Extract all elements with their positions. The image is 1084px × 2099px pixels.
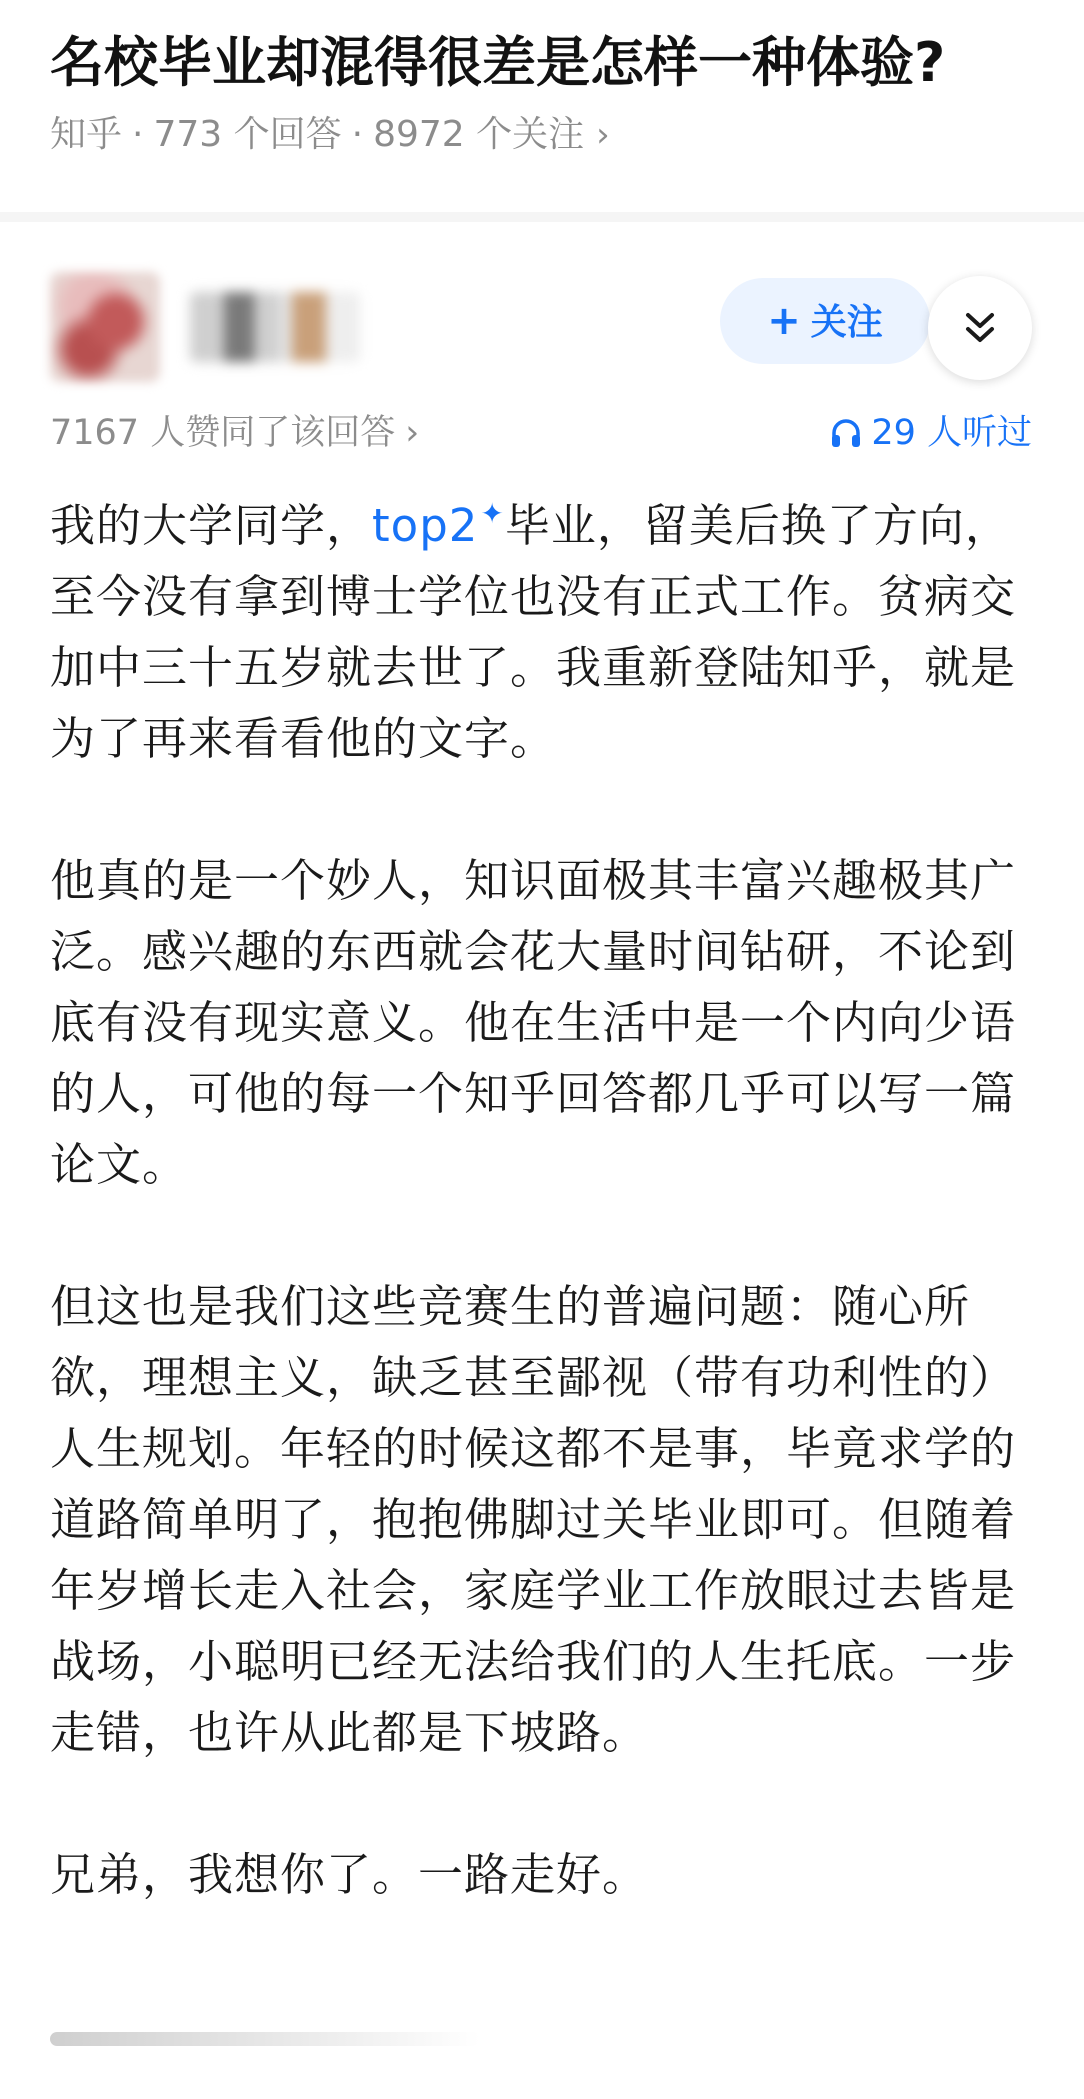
answer-count: 773 个回答 <box>153 114 342 155</box>
headphones-icon <box>829 416 863 450</box>
expand-button[interactable] <box>928 276 1032 380</box>
votes-text: 7167 人赞同了该回答 <box>50 413 396 453</box>
follow-label: 关注 <box>810 302 883 343</box>
author-row <box>0 222 1084 402</box>
paragraph-2: 他真的是一个妙人，知识面极其丰富兴趣极其广泛。感兴趣的东西就会花大量时间钻研，不论到底有没有现实意义。他在生活中是一个内向少语的人，可他的每一个知乎回答都几乎可以写一篇论文。 <box>50 854 1017 1191</box>
follower-count: 8972 个关注 <box>373 114 585 155</box>
topic-link[interactable]: top2 <box>372 499 479 552</box>
content-fade-bar <box>50 2032 480 2046</box>
answer-stats <box>0 402 1084 464</box>
double-chevron-down-icon <box>962 310 998 346</box>
question-header <box>0 0 1084 212</box>
meta-separator: · <box>351 114 364 155</box>
plus-icon: + <box>767 298 801 344</box>
listen-link[interactable] <box>829 402 1032 464</box>
follow-button[interactable] <box>720 278 930 364</box>
listens-text: 29 人听过 <box>871 413 1032 453</box>
chevron-right-icon: › <box>596 115 610 155</box>
paragraph-1-start: 我的大学同学， <box>50 499 373 552</box>
chevron-right-icon: › <box>405 413 420 453</box>
site-name: 知乎 <box>50 114 123 155</box>
section-divider <box>0 212 1084 222</box>
question-title[interactable]: 名校毕业却混得很差是怎样一种体验? <box>50 31 946 94</box>
avatar[interactable] <box>50 272 160 382</box>
search-spark-icon[interactable]: ✦ <box>480 497 505 530</box>
meta-separator: · <box>132 114 144 155</box>
paragraph-3: 但这也是我们这些竞赛生的普遍问题：随心所欲，理想主义，缺乏甚至鄙视（带有功利性的）人生规划。年轻的时候这都不是事，毕竟求学的道路简单明了，抱抱佛脚过关毕业即可。但随着年岁增长走入社会，家庭学业工作放眼过去皆是战场，小聪明已经无法给我们的人生托底。一步走错，也许从此都是下坡路。 <box>50 1280 1017 1759</box>
votes-link[interactable] <box>50 402 419 464</box>
question-meta[interactable] <box>50 110 610 160</box>
author-name-blurred[interactable] <box>190 292 360 362</box>
paragraph-1-end: 毕业，留美后换了方向，至今没有拿到博士学位也没有正式工作。贫病交加中三十五岁就去世了。我重新登陆知乎，就是为了再来看看他的文字。 <box>50 499 1017 765</box>
paragraph-1 <box>50 478 1040 774</box>
answer-content <box>50 478 1040 1910</box>
paragraph-4: 兄弟，我想你了。一路走好。 <box>50 1848 649 1901</box>
